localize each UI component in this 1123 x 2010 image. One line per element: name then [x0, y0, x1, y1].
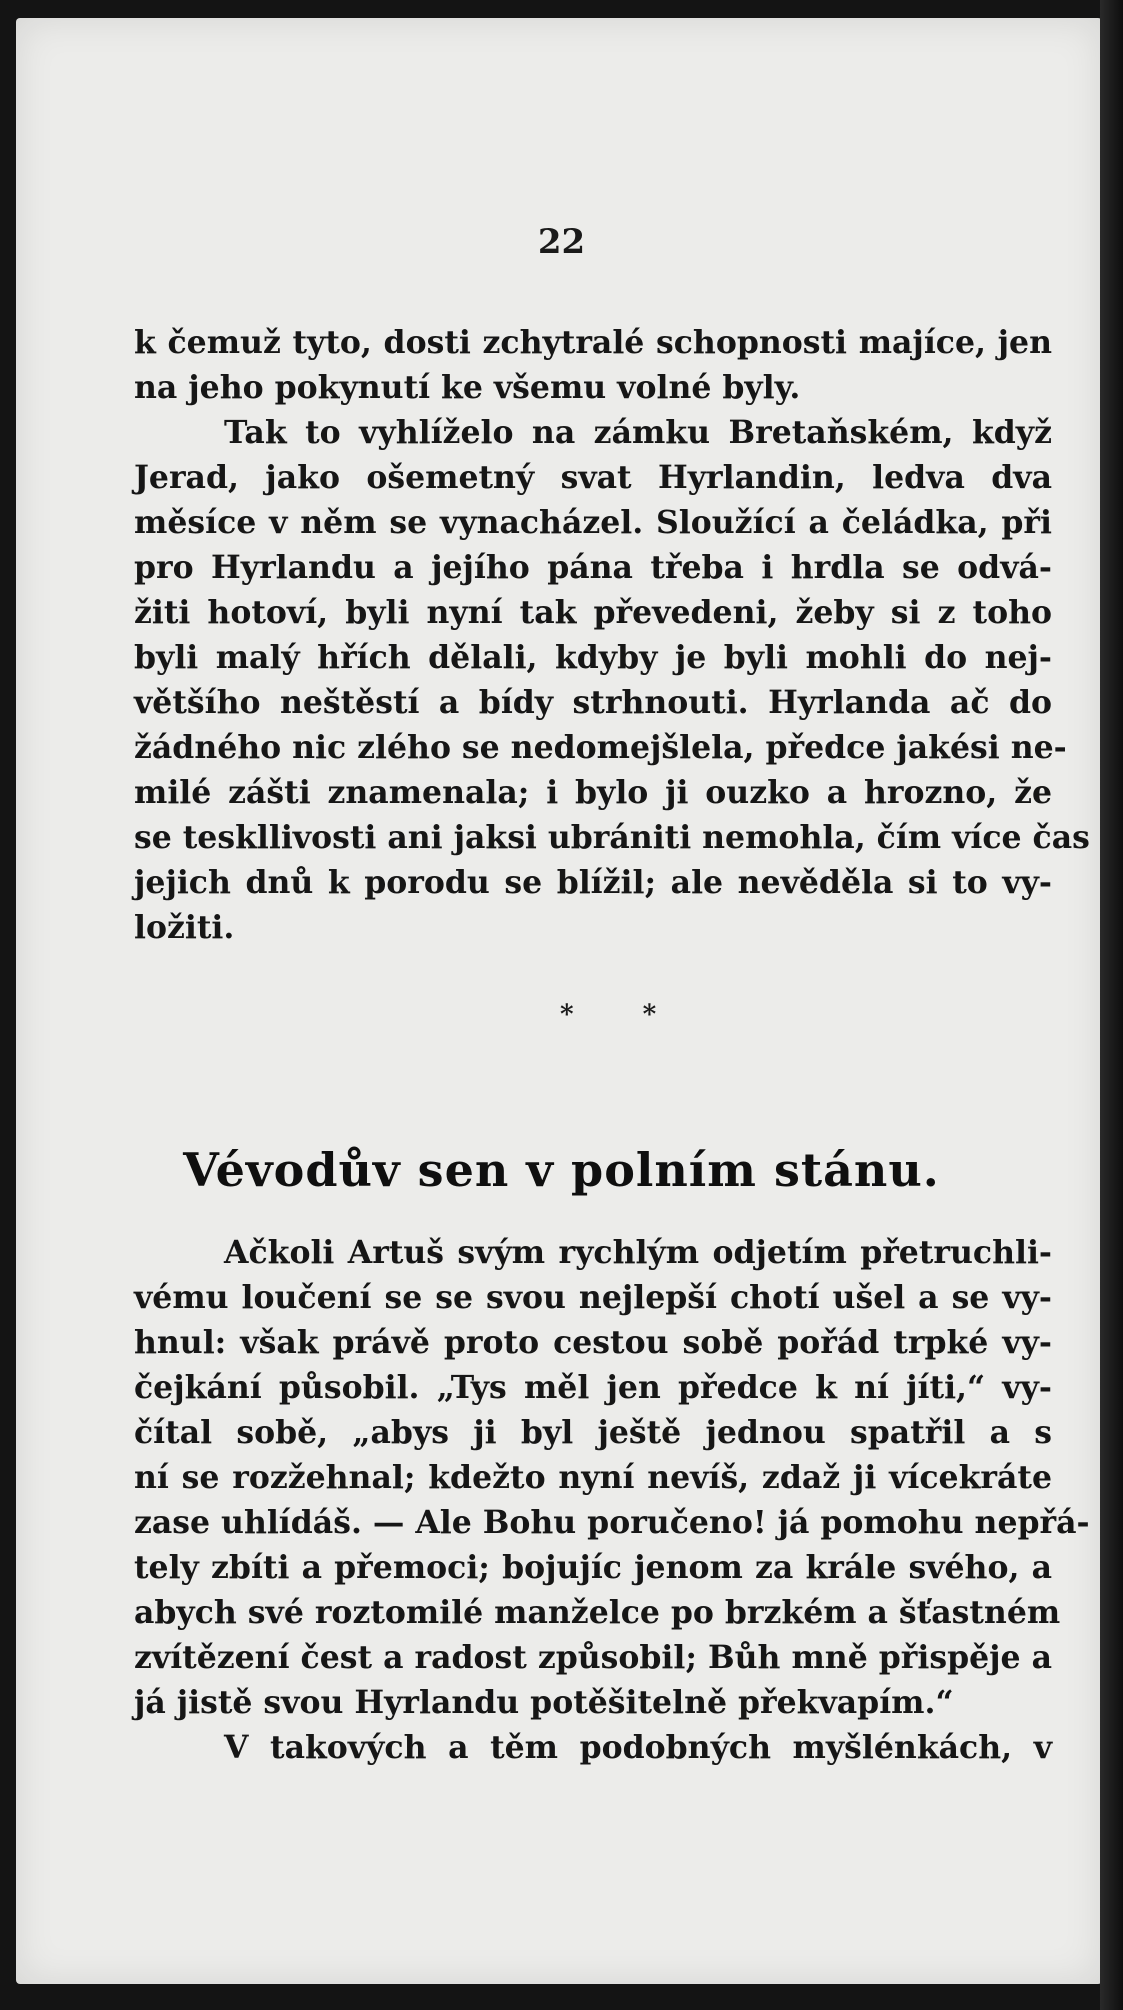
text-line: jejich dnů k porodu se blížil; ale nevěděla si to vy-	[134, 864, 1052, 901]
text-line: měsíce v něm se vynacházel. Sloužící a čeládka, při	[134, 504, 1052, 541]
text-line: tely zbíti a přemoci; bojujíc jenom za krále svého, a	[134, 1549, 1052, 1586]
text-line: žádného nic zlého se nedomejšlela, předce jakési ne-	[134, 729, 1067, 766]
text-line: Tak to vyhlíželo na zámku Bretaňském, když	[224, 414, 1052, 451]
text-line: zase uhlídáš. — Ale Bohu poručeno! já pomohu nepřá-	[134, 1504, 1090, 1541]
section-ornament: * *	[560, 1000, 687, 1030]
text-line: zvítězení čest a radost způsobil; Bůh mně přispěje a	[134, 1639, 1052, 1676]
chapter-heading: Vévodův sen v polním stánu.	[183, 1143, 940, 1197]
text-line: ložiti.	[134, 909, 235, 946]
text-line: žiti hotoví, byli nyní tak převedeni, žeby si z toho	[134, 594, 1052, 631]
text-line: většího neštěstí a bídy strhnouti. Hyrlanda ač do	[134, 684, 1052, 721]
text-line: na jeho pokynutí ke všemu volné byly.	[134, 369, 801, 406]
text-line: Ačkoli Artuš svým rychlým odjetím přetruchli-	[224, 1234, 1052, 1271]
text-line: byli malý hřích dělali, kdyby je byli mohli do nej-	[134, 639, 1052, 676]
text-line: čítal sobě, „abys ji byl ještě jednou spatřil a s	[134, 1414, 1052, 1451]
text-line: ní se rozžehnal; kdežto nyní nevíš, zdaž ji vícekráte	[134, 1459, 1052, 1496]
text-line: vému loučení se se svou nejlepší chotí ušel a se vy-	[134, 1279, 1052, 1316]
text-line: V takových a těm podobných myšlénkách, v	[224, 1729, 1052, 1766]
text-line: čejkání působil. „Tys měl jen předce k ní jíti,“ vy-	[134, 1369, 1052, 1406]
paragraph-top	[134, 320, 1090, 950]
scan-edge	[1100, 0, 1123, 2010]
text-line: se teskllivosti ani jaksi ubrániti nemohla, čím více čas	[134, 819, 1090, 856]
page-number: 22	[537, 222, 586, 262]
text-line: abych své roztomilé manželce po brzkém a šťastném	[134, 1594, 1061, 1631]
text-line: hnul: však právě proto cestou sobě pořád trpké vy-	[134, 1324, 1052, 1361]
text-line: já jistě svou Hyrlandu potěšitelně překvapím.“	[134, 1684, 954, 1721]
paragraph-bottom	[134, 1230, 1090, 1770]
text-line: pro Hyrlandu a jejího pána třeba i hrdla se odvá-	[134, 549, 1052, 586]
text-line: milé zášti znamenala; i bylo ji ouzko a hrozno, že	[134, 774, 1052, 811]
text-line: Jerad, jako ošemetný svat Hyrlandin, ledva dva	[134, 459, 1052, 496]
text-line: k čemuž tyto, dosti zchytralé schopnosti majíce, jen	[134, 324, 1052, 361]
